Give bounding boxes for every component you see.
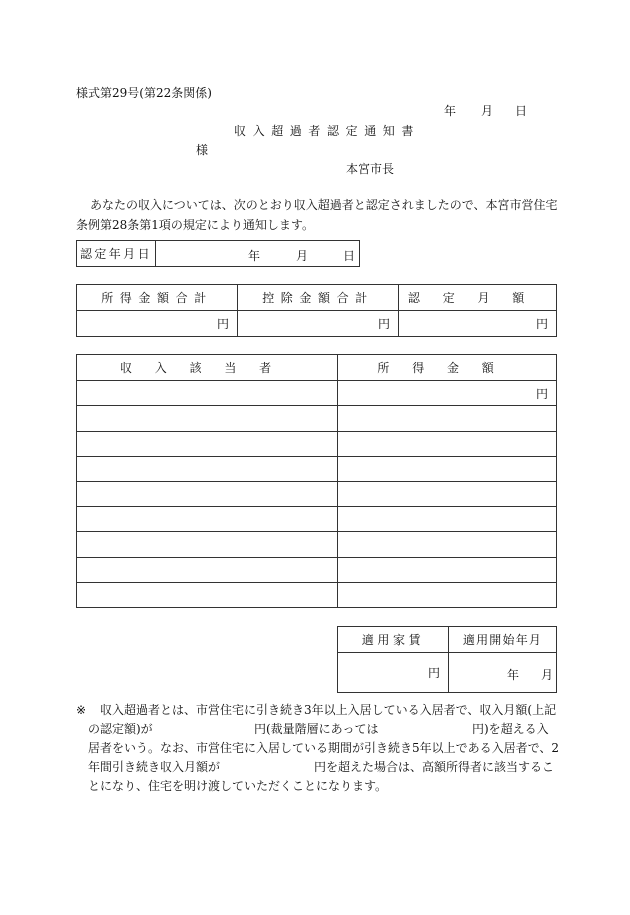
- note-line4b: 円を超えた場合は、高額所得者に該当するこ: [314, 760, 555, 774]
- income-table: [76, 354, 557, 608]
- date-day-label: 日: [515, 104, 528, 118]
- unit-yen: 円: [535, 317, 548, 331]
- amounts-header-monthly: 認定月額: [399, 285, 557, 311]
- income-person-cell[interactable]: [77, 507, 338, 532]
- income-amount-cell[interactable]: [338, 582, 557, 607]
- income-person-cell[interactable]: [77, 532, 338, 557]
- table-row: [77, 381, 557, 406]
- income-person-cell[interactable]: [77, 431, 338, 456]
- income-amount-cell[interactable]: [338, 557, 557, 582]
- amounts-income-cell[interactable]: [77, 311, 238, 337]
- income-amount-cell[interactable]: [338, 481, 557, 506]
- cert-date-label-cell: [77, 241, 156, 267]
- rent-header-start: 適用開始年月: [449, 627, 557, 653]
- rent-header-rent: 適用家賃: [338, 627, 449, 653]
- table-row: [77, 582, 557, 607]
- note-line2c: 円)を超える入: [472, 722, 549, 736]
- cert-date-table: [76, 240, 360, 267]
- amounts-header-deduction: 控除金額合計: [238, 285, 399, 311]
- date-month-label: 月: [481, 104, 494, 118]
- cert-date-value-cell[interactable]: [156, 241, 360, 267]
- note-line4a: 年間引き続き収入月額が: [88, 760, 221, 774]
- income-person-cell[interactable]: [77, 481, 338, 506]
- unit-yen: 円: [535, 386, 548, 401]
- income-amount-cell[interactable]: [338, 381, 557, 406]
- note-line2b: 円(裁量階層にあっては: [254, 722, 379, 736]
- rent-table: [337, 626, 557, 693]
- issuer-name: 本宮市長: [346, 162, 395, 176]
- rent-start-cell[interactable]: [449, 653, 557, 693]
- rent-start-year: 年: [507, 668, 520, 682]
- table-row: [77, 456, 557, 481]
- income-amount-cell[interactable]: [338, 456, 557, 481]
- table-row: [77, 431, 557, 456]
- note-line1: 収入超過者とは、市営住宅に引き続き3年以上入居している入居者で、収入月額(上記: [100, 703, 557, 717]
- note-line2a: の認定額)が: [88, 722, 153, 736]
- table-row: [77, 406, 557, 431]
- table-row: [77, 532, 557, 557]
- note-mark: ※: [76, 703, 87, 717]
- table-row: [77, 507, 557, 532]
- body-text-line1: あなたの収入については、次のとおり収入超過者と認定されましたので、本宮市営住宅: [90, 198, 558, 212]
- rent-amount-cell[interactable]: [338, 653, 449, 693]
- table-row: [77, 481, 557, 506]
- recipient-suffix: 様: [196, 143, 209, 157]
- income-person-cell[interactable]: [77, 381, 338, 406]
- income-person-cell[interactable]: [77, 406, 338, 431]
- rent-start-month: 月: [541, 668, 554, 682]
- cert-date-label: 認定年月日: [79, 247, 152, 261]
- amounts-table: [76, 284, 557, 337]
- document-title: 収入超過者認定通知書: [234, 124, 421, 138]
- unit-yen: 円: [427, 666, 440, 680]
- body-text-line2: 条例第28条第1項の規定により通知します。: [76, 218, 314, 232]
- income-amount-cell[interactable]: [338, 507, 557, 532]
- table-row: [77, 557, 557, 582]
- amounts-monthly-cell[interactable]: [399, 311, 557, 337]
- unit-yen: 円: [216, 317, 229, 331]
- amounts-deduction-cell[interactable]: [238, 311, 399, 337]
- unit-yen: 円: [377, 317, 390, 331]
- cert-date-year: 年: [248, 249, 261, 263]
- income-person-cell[interactable]: [77, 582, 338, 607]
- date-year-label: 年: [444, 104, 457, 118]
- income-amount-cell[interactable]: [338, 532, 557, 557]
- form-number: 様式第29号(第22条関係): [76, 86, 212, 100]
- note-line5: とになり、住宅を明け渡していただくことになります。: [88, 779, 388, 793]
- income-amount-cell[interactable]: [338, 406, 557, 431]
- income-header-amount: 所得金額: [338, 355, 557, 381]
- cert-date-day: 日: [343, 249, 356, 263]
- income-person-cell[interactable]: [77, 456, 338, 481]
- amounts-header-income: 所得金額合計: [77, 285, 238, 311]
- income-amount-cell[interactable]: [338, 431, 557, 456]
- note-line3: 居者をいう。なお、市営住宅に入居している期間が引き続き5年以上である入居者で、2: [88, 741, 560, 755]
- income-person-cell[interactable]: [77, 557, 338, 582]
- income-header-person: 収入該当者: [77, 355, 338, 381]
- cert-date-month: 月: [296, 249, 309, 263]
